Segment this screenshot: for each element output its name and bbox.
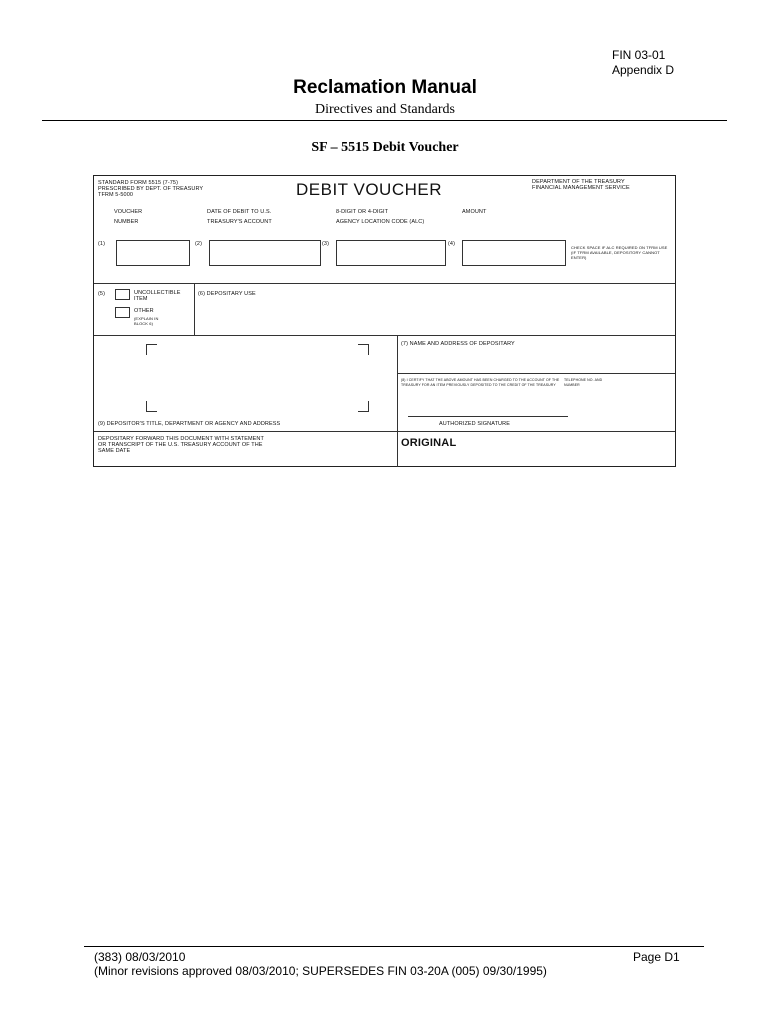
certification-text: (8) I CERTIFY THAT THE ABOVE AMOUNT HAS BEEN CHARGED TO THE ACCOUNT OF THE TREASURY FOR AN ITEM PREVIOUSLY DEPOSITED TO THE CREDIT OF THE TREASURY	[401, 378, 560, 387]
footer-revision-note: (Minor revisions approved 08/03/2010; SUPERSEDES FIN 03-20A (005) 09/30/1995)	[94, 964, 547, 978]
crop-mark-bottom-right	[358, 401, 369, 412]
form-divider-3	[94, 335, 675, 336]
other-label: OTHER	[134, 308, 154, 314]
debit-date-box	[209, 240, 321, 266]
forwarding-instructions: DEPOSITARY FORWARD THIS DOCUMENT WITH STATEMENT OR TRANSCRIPT OF THE U.S. TREASURY ACCOUNT OF THE SAME DATE	[98, 436, 264, 454]
explain-note: (EXPLAIN IN BLOCK 6)	[134, 316, 159, 326]
crop-mark-bottom-left	[146, 401, 157, 412]
standard-form-note: STANDARD FORM 5515 (7-75) PRESCRIBED BY DEPT. OF TREASURY TFRM 5-5000	[98, 180, 204, 198]
field-1-label: (1)	[98, 241, 106, 247]
page-subtitle: Directives and Standards	[315, 102, 455, 117]
debit-date-label: DATE OF DEBIT TO U.S. TREASURY'S ACCOUNT	[207, 209, 272, 225]
page-number: Page D1	[633, 950, 680, 964]
alc-check-note: CHECK SPACE IF ALC REQUIRED ON TFRM USE (IF TFRM AVAILABLE, DEPOSITORY CANNOT ENTER)	[571, 245, 668, 260]
amount-label: AMOUNT	[462, 209, 487, 215]
document-code: FIN 03-01	[612, 48, 666, 62]
field-4-label: (4)	[448, 241, 456, 247]
crop-mark-top-left	[146, 344, 157, 355]
uncollectible-item-label: UNCOLLECTIBLE ITEM	[134, 290, 181, 302]
name-address-label: (7) NAME AND ADDRESS OF DEPOSITARY	[401, 341, 515, 347]
form-divider-5	[397, 373, 675, 374]
header-divider	[42, 120, 727, 121]
other-checkbox	[115, 307, 130, 318]
page-title: Reclamation Manual	[293, 77, 477, 98]
form-heading: DEBIT VOUCHER	[296, 180, 442, 199]
agency-location-code-box	[336, 240, 446, 266]
voucher-number-box	[116, 240, 190, 266]
form-divider-1	[94, 283, 675, 284]
appendix-label: Appendix D	[612, 63, 675, 77]
form-divider-6	[94, 431, 675, 432]
document-code-block	[612, 48, 674, 78]
voucher-number-label: VOUCHER NUMBER	[114, 209, 143, 225]
authorized-signature-label: AUTHORIZED SIGNATURE	[439, 421, 510, 427]
form-divider-4	[397, 335, 398, 467]
footer-revision	[94, 950, 547, 978]
depositor-title-label: (9) DEPOSITOR'S TITLE, DEPARTMENT OR AGENCY AND ADDRESS	[98, 421, 281, 427]
form-divider-2	[194, 283, 195, 335]
copy-label: ORIGINAL	[401, 437, 457, 449]
signature-line	[408, 416, 568, 417]
treasury-department-note: DEPARTMENT OF THE TREASURY FINANCIAL MANAGEMENT SERVICE	[532, 179, 630, 191]
depositary-use-label: (6) DEPOSITARY USE	[198, 291, 256, 297]
uncollectible-checkbox	[115, 289, 130, 300]
field-5-label: (5)	[98, 291, 106, 297]
field-2-label: (2)	[195, 241, 203, 247]
amount-box	[462, 240, 566, 266]
crop-mark-top-right	[358, 344, 369, 355]
footer-release-date: (383) 08/03/2010	[94, 950, 186, 964]
field-3-label: (3)	[322, 241, 330, 247]
document-title: SF – 5515 Debit Voucher	[311, 140, 459, 155]
telephone-label: TELEPHONE NO. AND NUMBER	[564, 378, 603, 387]
footer-divider	[84, 946, 704, 947]
agency-location-code-label: 8-DIGIT OR 4-DIGIT AGENCY LOCATION CODE (ALC)	[336, 209, 425, 225]
debit-voucher-form	[93, 175, 676, 467]
